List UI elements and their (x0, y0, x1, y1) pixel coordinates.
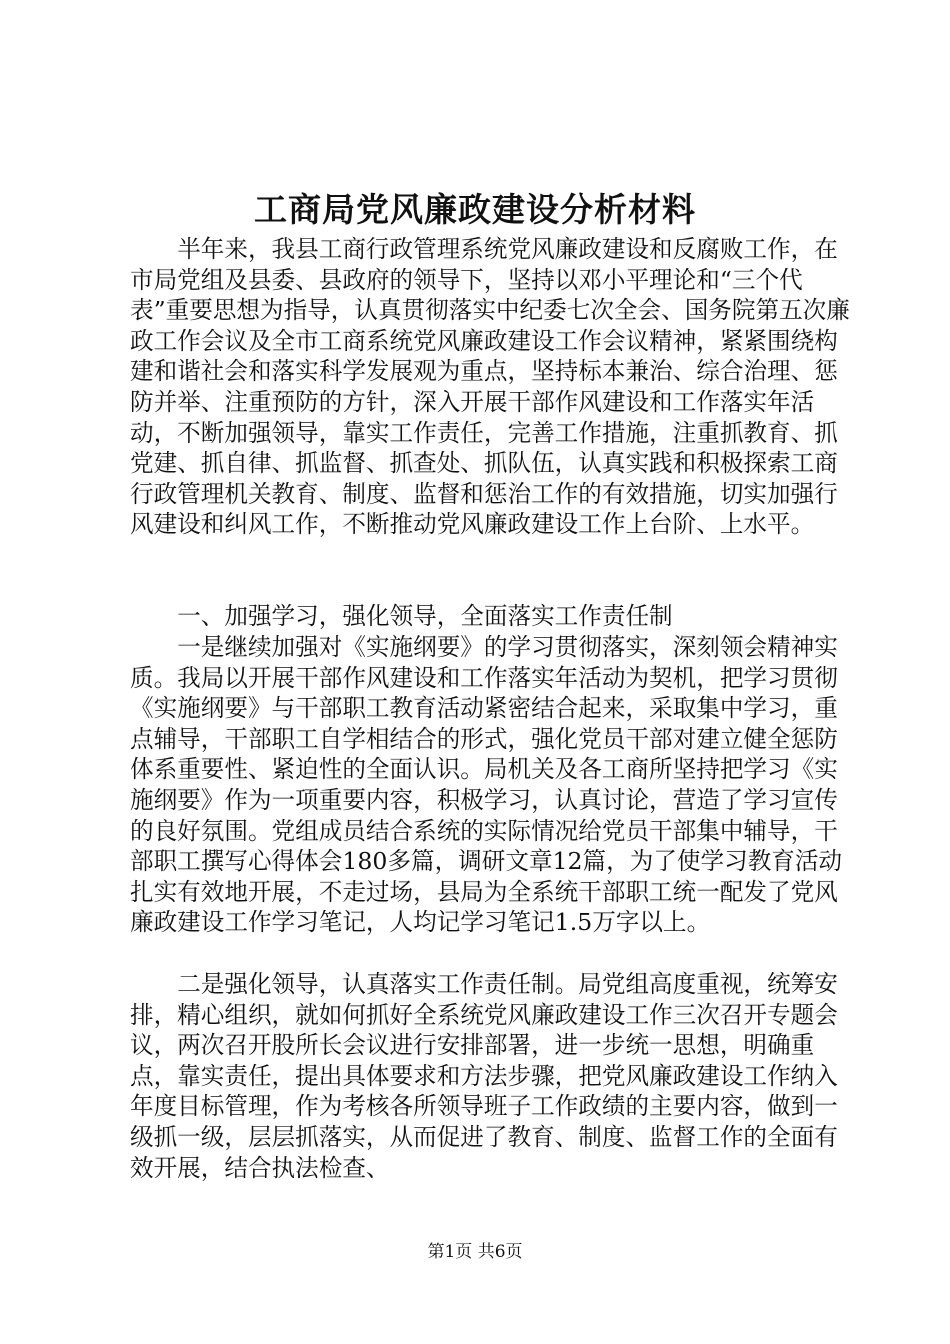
document-title: 工商局党风廉政建设分析材料 (254, 190, 696, 229)
section-paragraph-2: 二是强化领导，认真落实工作责任制。局党组高度重视，统筹安排，精心组织，就如何抓好全系统党风廉政建设工作三次召开专题会议，两次召开股所长会议进行安排部署，进一步统一思想，明确重点，靠实责任，提出具体要求和方法步骤，把党风廉政建设工作纳入年度目标管理，作为考核各所领导班子工作政绩的主要内容，做到一级抓一级，层层抓落实，从而促进了教育、制度、监督工作的全面有效开展，结合执法检查、 (130, 970, 838, 1182)
section-paragraph-1: 一是继续加强对《实施纲要》的学习贯彻落实，深刻领会精神实质。我局以开展干部作风建设和工作落实年活动为契机，把学习贯彻《实施纲要》与干部职工教育活动紧密结合起来，采取集中学习，重点辅导，干部职工自学相结合的形式，强化党员干部对建立健全惩防体系重要性、紧迫性的全面认识。局机关及各工商所坚持把学习《实施纲要》作为一项重要内容，积极学习，认真讨论，营造了学习宣传的良好氛围。党组成员结合系统的实际情况给党员干部集中辅导，干部职工撰写心得体会180多篇，调研文章12篇，为了使学习教育活动扎实有效地开展，不走过场，县局为全系统干部职工统一配发了党风廉政建设工作学习笔记，人均记学习笔记1.5万字以上。 (130, 633, 843, 937)
intro-paragraph: 半年来，我县工商行政管理系统党风廉政建设和反腐败工作，在市局党组及县委、县政府的领导下，坚持以邓小平理论和“三个代表”重要思想为指导，认真贯彻落实中纪委七次全会、国务院第五次廉政工作会议及全市工商系统党风廉政建设工作会议精神，紧紧围绕构建和谐社会和落实科学发展观为重点，坚持标本兼治、综合治理、惩防并举、注重预防的方针，深入开展干部作风建设和工作落实年活动，不断加强领导，靠实工作责任，完善工作措施，注重抓教育、抓党建、抓自律、抓监督、抓查处、抓队伍，认真实践和积极探索工商行政管理机关教育、制度、监督和惩治工作的有效措施，切实加强行风建设和纠风工作，不断推动党风廉政建设工作上台阶、上水平。 (130, 235, 850, 539)
section-heading: 一、加强学习，强化领导，全面落实工作责任制 (177, 602, 673, 630)
page-footer: 第1页 共6页 (427, 1242, 523, 1262)
section-paragraph-block-1 (130, 632, 850, 938)
section-heading-block (130, 601, 850, 632)
section-paragraph-block-2 (130, 969, 850, 1183)
intro-paragraph-block (130, 234, 850, 540)
